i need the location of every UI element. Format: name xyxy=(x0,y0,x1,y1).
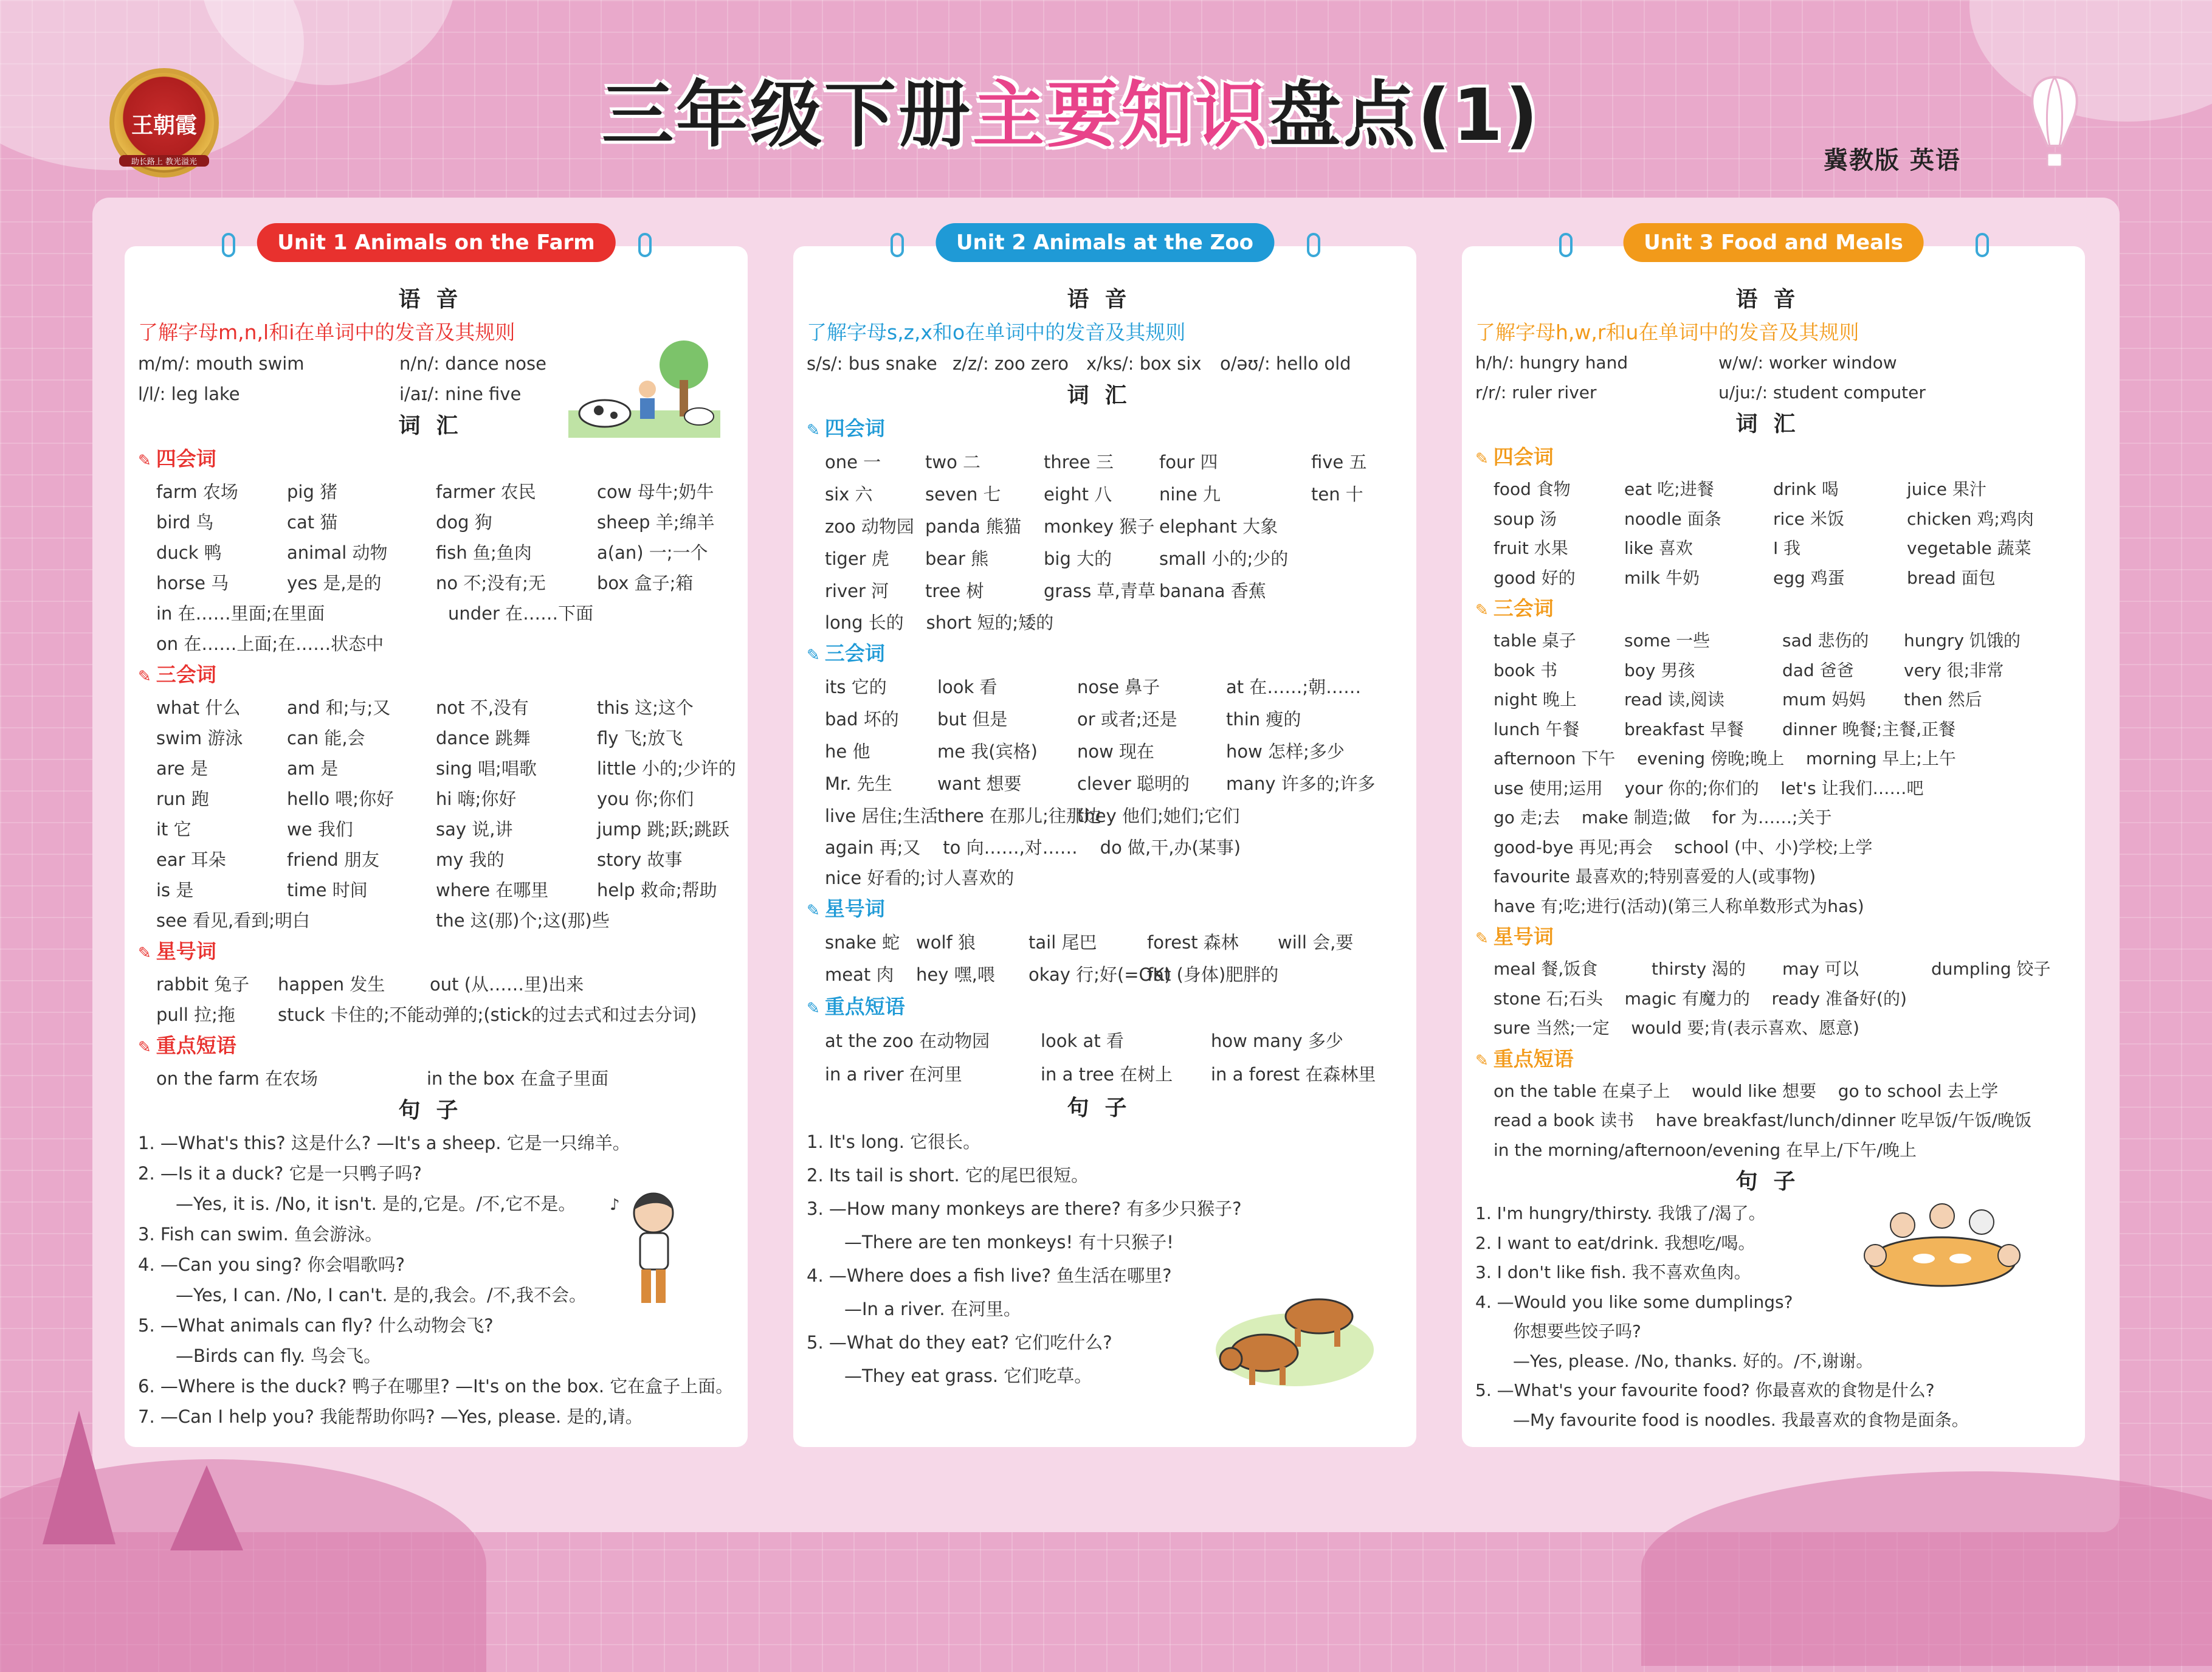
phrase-item: look at 看 xyxy=(1041,1031,1124,1051)
word-item: mum 妈妈 xyxy=(1782,689,1866,710)
word-item: read 读,阅读 xyxy=(1624,689,1724,710)
word-item: noodle 面条 xyxy=(1624,508,1721,529)
phrase-lines xyxy=(1475,1077,2072,1166)
family-dinner-illustration xyxy=(1851,1198,2033,1298)
word-item: bad 坏的 xyxy=(825,709,899,730)
word-item: a(an) 一;一个 xyxy=(597,542,708,563)
section-label: ✎ 重点短语 xyxy=(138,1030,734,1063)
word-item: we 我们 xyxy=(287,819,353,840)
word-item: then 然后 xyxy=(1904,689,1982,710)
brand-logo xyxy=(109,68,219,178)
phrase-line: on the table 在桌子上 would like 想要 go to school 去上学 xyxy=(1494,1080,1999,1101)
word-item: good 好的 xyxy=(1494,567,1576,588)
word-item: book 书 xyxy=(1494,660,1558,680)
logo-text: 王朝霞 xyxy=(131,112,197,138)
word-item: eight 八 xyxy=(1044,484,1112,505)
sentence-line: 2. Its tail is short. 它的尾巴很短。 xyxy=(807,1165,1089,1186)
word-item: at 在……;朝…… xyxy=(1226,677,1362,697)
vocab-heading: 词汇 xyxy=(1067,383,1143,408)
word-item: four 四 xyxy=(1159,452,1218,472)
word-item: happen 发生 xyxy=(278,974,385,995)
section-label: ✎ 星号词 xyxy=(1475,921,2072,955)
word-item: fish 鱼;鱼肉 xyxy=(436,542,532,563)
word-item: nice 好看的;讨人喜欢的 xyxy=(825,868,1015,888)
word-item: are 是 xyxy=(156,758,208,779)
word-item: soup 汤 xyxy=(1494,508,1557,529)
word-item: long 长的 short 短的;矮的 xyxy=(825,612,1054,633)
phonics-item: x/ks/: box six xyxy=(1086,353,1202,374)
word-item: thirsty 渴的 xyxy=(1652,959,1746,979)
word-item: river 河 xyxy=(825,581,889,601)
word-item: cat 猫 xyxy=(287,512,338,533)
svg-text:♪: ♪ xyxy=(610,1196,620,1214)
word-item: one 一 xyxy=(825,452,881,472)
phonics-rule: 了解字母h,w,r和u在单词中的发音及其规则 xyxy=(1475,320,1859,344)
unit-3-panel xyxy=(1462,230,2085,1447)
phrase-item: how many 多少 xyxy=(1211,1031,1343,1051)
edition-label: 冀教版 英语 xyxy=(1824,147,1961,174)
word-line: stone 石;石头 magic 有魔力的 ready 准备好(的) xyxy=(1494,988,1907,1009)
word-item: what 什么 xyxy=(156,697,241,718)
word-item: egg 鸡蛋 xyxy=(1773,567,1845,588)
sentence-line: 你想要些饺子吗? xyxy=(1513,1321,1641,1341)
title-part-2: 主要知识 xyxy=(973,73,1270,157)
word-grid xyxy=(138,693,734,905)
phrase-grid xyxy=(807,1024,1403,1091)
word-item: will 会,要 xyxy=(1278,932,1354,953)
word-item: vegetable 蔬菜 xyxy=(1907,538,2031,558)
word-item: yes 是,是的 xyxy=(287,573,382,593)
word-item: again 再;又 to 向……,对…… do 做,干,办(某事) xyxy=(825,837,1241,858)
sentence-line: 5. —What's your favourite food? 你最喜欢的食物是什么? xyxy=(1475,1380,1935,1400)
word-item: fat (身体)肥胖的 xyxy=(1147,964,1279,985)
word-item: boy 男孩 xyxy=(1624,660,1695,680)
word-item: drink 喝 xyxy=(1773,479,1839,499)
word-item: they 他们;她们;它们 xyxy=(1077,806,1240,826)
word-item: thin 瘦的 xyxy=(1226,709,1301,730)
title-part-3: 盘点(1) xyxy=(1269,73,1540,157)
sentence-line: 5. —What do they eat? 它们吃什么? xyxy=(807,1332,1112,1353)
word-line: go 走;去 make 制造;做 for 为……;关于 xyxy=(1494,807,1832,827)
word-item: in 在……里面;在里面 xyxy=(156,603,325,624)
word-item: pig 猪 xyxy=(287,482,338,502)
word-grid xyxy=(1475,475,2072,593)
section-label: ✎ 四会词 xyxy=(1475,441,2072,475)
phonics-item: z/z/: zoo zero xyxy=(953,353,1069,374)
phrase-line: in the morning/afternoon/evening 在早上/下午/晚上 xyxy=(1494,1139,1917,1160)
section-label: ✎ 三会词 xyxy=(138,659,734,693)
word-item: nine 九 xyxy=(1159,484,1221,505)
phrase-item: in a forest 在森林里 xyxy=(1211,1064,1376,1085)
word-item: box 盒子;箱 xyxy=(597,573,694,593)
word-item: animal 动物 xyxy=(287,542,388,563)
section-label: ✎ 三会词 xyxy=(807,638,1403,671)
word-item: story 故事 xyxy=(597,849,683,870)
logo-slogan: 助长路上 教光溢光 xyxy=(119,155,209,167)
sentences-heading: 句子 xyxy=(398,1098,474,1123)
word-item: fly 飞;放飞 xyxy=(597,728,683,748)
phonics-item: h/h/: hungry hand xyxy=(1475,353,1628,373)
phonics-item: w/w/: worker window xyxy=(1718,353,1897,373)
word-item: help 救命;帮助 xyxy=(597,880,717,900)
word-item: fruit 水果 xyxy=(1494,538,1568,558)
hot-air-balloon-icon xyxy=(2024,74,2085,178)
unit-2-panel xyxy=(793,230,1416,1447)
phrase-item: on the farm 在农场 xyxy=(156,1068,319,1089)
word-item: ten 十 xyxy=(1311,484,1363,505)
word-item: food 食物 xyxy=(1494,479,1571,499)
sentence-line: —Yes, please. /No, thanks. 好的。/不,谢谢。 xyxy=(1513,1350,1873,1371)
title-part-1: 三年级下册 xyxy=(602,73,973,157)
word-item: dance 跳舞 xyxy=(436,728,531,748)
word-item: elephant 大象 xyxy=(1159,516,1278,537)
word-item: dumpling 饺子 xyxy=(1931,959,2051,979)
word-item: see 看见,看到;明白 xyxy=(156,910,310,931)
word-item: look 看 xyxy=(937,677,997,697)
word-item: hello 喂;你好 xyxy=(287,789,395,809)
sentence-line: 3. Fish can swim. 鱼会游泳。 xyxy=(138,1224,383,1245)
word-item: cow 母牛;奶牛 xyxy=(597,482,714,502)
sentences-heading: 句子 xyxy=(1735,1169,1811,1194)
word-item: rice 米饭 xyxy=(1773,508,1844,529)
word-item: me 我(宾格) xyxy=(937,741,1038,762)
word-item: breakfast 早餐 xyxy=(1624,719,1744,739)
unit-1-badge: Unit 1 Animals on the Farm xyxy=(257,223,615,262)
word-item: where 在哪里 xyxy=(436,880,549,900)
word-item: horse 马 xyxy=(156,573,229,593)
word-item: two 二 xyxy=(925,452,981,472)
word-item: bear 熊 xyxy=(925,548,989,569)
word-item: bird 鸟 xyxy=(156,512,214,533)
sentence-line: —There are ten monkeys! 有十只猴子! xyxy=(844,1232,1174,1252)
sentence-line: 1. —What's this? 这是什么? —It's a sheep. 它是一只绵羊。 xyxy=(138,1133,630,1153)
phrase-item: in the box 在盒子里面 xyxy=(427,1068,609,1089)
word-item: live 居住;生活 xyxy=(825,806,939,826)
word-item: forest 森林 xyxy=(1147,932,1239,953)
word-item: very 很;非常 xyxy=(1904,660,2004,680)
sentence-line: —My favourite food is noodles. 我最喜欢的食物是面条。 xyxy=(1513,1409,1969,1430)
word-item: and 和;与;又 xyxy=(287,697,391,718)
phrase-line: read a book 读书 have breakfast/lunch/dinner 吃早饭/午饭/晚饭 xyxy=(1494,1110,2032,1130)
word-item: small 小的;少的 xyxy=(1159,548,1289,569)
phonics-item: l/l/: leg lake xyxy=(138,384,240,404)
word-item: nose 鼻子 xyxy=(1077,677,1160,697)
phonics-item: i/aɪ/: nine five xyxy=(399,384,522,404)
section-label: ✎ 星号词 xyxy=(138,936,734,969)
word-item: wolf 狼 xyxy=(916,932,976,953)
word-item: like 喜欢 xyxy=(1624,538,1693,558)
phonics-heading: 语音 xyxy=(1067,287,1143,312)
word-item: big 大的 xyxy=(1044,548,1112,569)
farm-illustration xyxy=(568,337,720,438)
word-item: chicken 鸡;鸡肉 xyxy=(1907,508,2034,529)
sentence-line: 6. —Where is the duck? 鸭子在哪里? —It's on the box. 它在盒子上面。 xyxy=(138,1376,734,1397)
word-item: hey 嘿,喂 xyxy=(916,964,995,985)
word-item: farmer 农民 xyxy=(436,482,536,502)
word-item xyxy=(1278,959,1411,991)
word-item: five 五 xyxy=(1311,452,1367,472)
word-item: monkey 猴子 xyxy=(1044,516,1155,537)
word-item: banana 香蕉 xyxy=(1159,581,1266,601)
word-item: juice 果汁 xyxy=(1907,479,1986,499)
word-line: afternoon 下午 evening 傍晚;晚上 morning 早上;上午 xyxy=(1494,748,1956,769)
word-item: okay 行;好(=OK) xyxy=(1028,964,1171,985)
sentence-line: —Yes, it is. /No, it isn't. 是的,它是。/不,它不是。 xyxy=(176,1194,576,1214)
word-item: sad 悲伤的 xyxy=(1782,630,1869,651)
sentence-line: 5. —What animals can fly? 什么动物会飞? xyxy=(138,1315,494,1336)
word-item: night 晚上 xyxy=(1494,689,1577,710)
word-grid xyxy=(1475,626,2072,744)
word-item: jump 跳;跃;跳跃 xyxy=(597,819,729,840)
word-line: use 使用;运用 your 你的;你们的 let's 让我们……吧 xyxy=(1494,778,1924,798)
phrase-item: in a tree 在树上 xyxy=(1041,1064,1173,1085)
word-item: little 小的;少许的 xyxy=(597,758,736,779)
phonics-heading: 语音 xyxy=(1735,287,1811,312)
word-item: no 不;没有;无 xyxy=(436,573,546,593)
phonics-rule: 了解字母m,n,l和i在单词中的发音及其规则 xyxy=(138,320,515,344)
sentence-line: 3. —How many monkeys are there? 有多少只猴子? xyxy=(807,1198,1242,1219)
word-item: snake 蛇 xyxy=(825,932,900,953)
word-item: friend 朋友 xyxy=(287,849,380,870)
word-item: may 可以 xyxy=(1782,959,1859,979)
word-item: meal 餐,饭食 xyxy=(1494,959,1598,979)
word-item: can 能,会 xyxy=(287,728,365,748)
word-item xyxy=(1311,575,1421,607)
unit-2-badge: Unit 2 Animals at the Zoo xyxy=(935,223,1274,262)
cows-illustration xyxy=(1213,1283,1374,1389)
section-label: ✎ 四会词 xyxy=(807,413,1403,446)
word-item: its 它的 xyxy=(825,677,887,697)
word-item: it 它 xyxy=(156,819,191,840)
word-item: tail 尾巴 xyxy=(1028,932,1097,953)
section-label: ✎ 重点短语 xyxy=(807,991,1403,1024)
word-item: you 你;你们 xyxy=(597,789,694,809)
word-item: on 在……上面;在……状态中 xyxy=(156,634,384,654)
word-item: milk 牛奶 xyxy=(1624,567,1700,588)
sentence-line: 4. —Where does a fish live? 鱼生活在哪里? xyxy=(807,1265,1172,1286)
word-item: zoo 动物园 xyxy=(825,516,914,537)
sentence-line: 2. —Is it a duck? 它是一只鸭子吗? xyxy=(138,1163,422,1184)
word-item: some 一些 xyxy=(1624,630,1711,651)
word-grid xyxy=(807,927,1403,991)
word-item: eat 吃;进餐 xyxy=(1624,479,1714,499)
word-item: not 不,没有 xyxy=(436,697,529,718)
word-item: tree 树 xyxy=(925,581,984,601)
sentence-line: —Yes, I can. /No, I can't. 是的,我会。/不,我不会。 xyxy=(176,1285,587,1305)
phrase-item: at the zoo 在动物园 xyxy=(825,1031,990,1051)
word-item xyxy=(1226,800,1408,832)
word-item: I 我 xyxy=(1773,538,1801,558)
phonics-item: r/r/: ruler river xyxy=(1475,382,1597,402)
word-item: table 桌子 xyxy=(1494,630,1576,651)
sentence-line: 2. I want to eat/drink. 我想吃/喝。 xyxy=(1475,1232,1755,1253)
word-item: tiger 虎 xyxy=(825,548,889,569)
word-item: farm 农场 xyxy=(156,482,238,502)
word-grid xyxy=(807,446,1403,607)
unit-3-badge: Unit 3 Food and Meals xyxy=(1623,223,1924,262)
phonics-item: o/əʊ/: hello old xyxy=(1220,353,1351,374)
sentence-line: 7. —Can I help you? 我能帮助你吗? —Yes, please. 是的,请。 xyxy=(138,1406,643,1427)
sentence-line: —In a river. 在河里。 xyxy=(844,1299,1021,1319)
sentence-line: 3. I don't like fish. 我不喜欢鱼肉。 xyxy=(1475,1262,1751,1282)
word-item: ear 耳朵 xyxy=(156,849,226,870)
phrase-item: in a river 在河里 xyxy=(825,1064,962,1085)
word-item: or 或者;还是 xyxy=(1077,709,1177,730)
word-line: have 有;吃;进行(活动)(第三人称单数形式为has) xyxy=(1494,896,1864,916)
word-grid xyxy=(138,477,734,598)
word-item xyxy=(1311,543,1421,575)
sentence-line: 1. It's long. 它很长。 xyxy=(807,1131,981,1152)
section-label: ✎ 三会词 xyxy=(1475,593,2072,626)
word-item: my 我的 xyxy=(436,849,505,870)
boy-singing-illustration xyxy=(605,1186,696,1313)
word-item: this 这;这个 xyxy=(597,697,694,718)
word-item: rabbit 兔子 xyxy=(156,974,250,995)
word-item: how 怎样;多少 xyxy=(1226,741,1345,762)
word-item: Mr. 先生 xyxy=(825,773,892,794)
sentence-line: 1. I'm hungry/thirsty. 我饿了/渴了。 xyxy=(1475,1203,1766,1223)
word-line: sure 当然;一定 would 要;肯(表示喜欢、愿意) xyxy=(1494,1018,1859,1038)
section-label: ✎ 星号词 xyxy=(807,893,1403,927)
word-item: sheep 羊;绵羊 xyxy=(597,512,715,533)
word-item: pull 拉;拖 xyxy=(156,1004,235,1025)
word-item: six 六 xyxy=(825,484,873,505)
sentences-heading: 句子 xyxy=(1067,1096,1143,1121)
sentence-line: —Birds can fly. 鸟会飞。 xyxy=(176,1346,382,1366)
word-item: out (从……里)出来 xyxy=(430,974,584,995)
word-item: duck 鸭 xyxy=(156,542,222,563)
word-line: good-bye 再见;再会 school (中、小)学校;上学 xyxy=(1494,837,1873,857)
word-item: say 说,讲 xyxy=(436,819,513,840)
word-item: time 时间 xyxy=(287,880,368,900)
word-item: there 在那儿;往那边 xyxy=(937,806,1101,826)
word-item: am 是 xyxy=(287,758,339,779)
word-grid xyxy=(1475,955,2072,984)
word-item: panda 熊猫 xyxy=(925,516,1021,537)
word-grid xyxy=(807,671,1403,832)
word-item: dinner 晚餐;主餐,正餐 xyxy=(1782,719,1956,739)
word-item: many 许多的;许多 xyxy=(1226,773,1376,794)
word-item: hungry 饥饿的 xyxy=(1904,630,2021,651)
word-item: clever 聪明的 xyxy=(1077,773,1190,794)
word-item: swim 游泳 xyxy=(156,728,243,748)
page-title xyxy=(602,73,1540,157)
cloud-decoration xyxy=(1969,0,2212,122)
word-item: three 三 xyxy=(1044,452,1114,472)
word-item: the 这(那)个;这(那)些 xyxy=(436,910,610,931)
phonics-item: m/m/: mouth swim xyxy=(138,353,305,374)
word-item: seven 七 xyxy=(925,484,1001,505)
tree-decoration xyxy=(170,1465,243,1550)
word-item xyxy=(1311,511,1421,543)
word-item: he 他 xyxy=(825,741,870,762)
word-item: sing 唱;唱歌 xyxy=(436,758,537,779)
word-item: dad 爸爸 xyxy=(1782,660,1854,680)
word-item xyxy=(1904,715,2080,745)
vocab-heading: 词汇 xyxy=(1735,412,1811,437)
word-item: stuck 卡住的;不能动弹的;(stick的过去式和过去分词) xyxy=(278,1004,697,1025)
tree-decoration xyxy=(43,1411,115,1544)
section-label: ✎ 重点短语 xyxy=(1475,1043,2072,1077)
sentence-line: 4. —Would you like some dumplings? xyxy=(1475,1291,1793,1312)
phonics-rule: 了解字母s,z,x和o在单词中的发音及其规则 xyxy=(807,320,1186,344)
word-lines xyxy=(1475,984,2072,1043)
word-item: bread 面包 xyxy=(1907,567,1996,588)
sentence-line: —They eat grass. 它们吃草。 xyxy=(844,1366,1092,1386)
word-item: is 是 xyxy=(156,880,194,900)
phonics-heading: 语音 xyxy=(398,287,474,312)
sentence-line: 4. —Can you sing? 你会唱歌吗? xyxy=(138,1254,405,1275)
word-item: but 但是 xyxy=(937,709,1008,730)
phonics-item: u/juː/: student computer xyxy=(1718,382,1926,402)
unit-1-panel xyxy=(125,230,748,1447)
section-label: ✎ 四会词 xyxy=(138,443,734,477)
word-item: lunch 午餐 xyxy=(1494,719,1580,739)
phonics-item: n/n/: dance nose xyxy=(399,353,546,374)
word-item: want 想要 xyxy=(937,773,1022,794)
word-item: hi 嗨;你好 xyxy=(436,789,517,809)
word-item: run 跑 xyxy=(156,789,209,809)
word-line: favourite 最喜欢的;特别喜爱的人(或事物) xyxy=(1494,866,1816,886)
word-item: now 现在 xyxy=(1077,741,1155,762)
phonics-item: s/s/: bus snake xyxy=(807,353,937,374)
word-item: under 在……下面 xyxy=(448,603,594,624)
word-item: meat 肉 xyxy=(825,964,894,985)
word-lines xyxy=(1475,744,2072,921)
vocab-heading: 词汇 xyxy=(398,413,474,438)
word-item: dog 狗 xyxy=(436,512,492,533)
word-item: grass 草,青草 xyxy=(1044,581,1156,601)
